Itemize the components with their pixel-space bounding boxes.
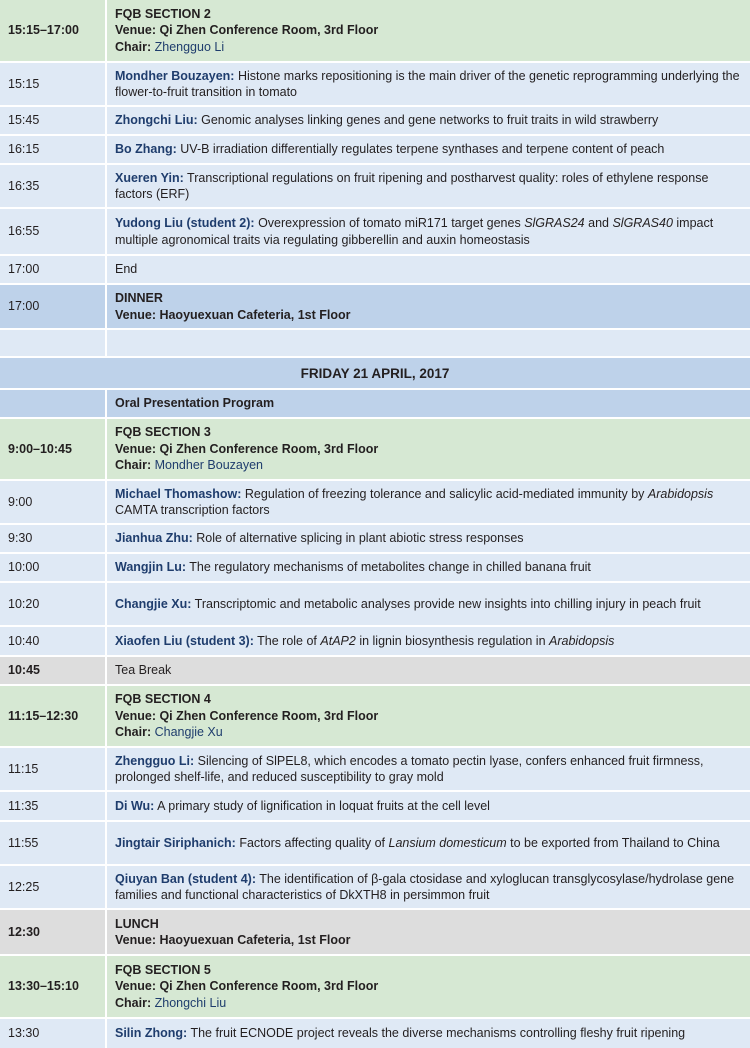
talk-cell	[107, 748, 750, 790]
time-cell: 11:15–12:30	[0, 686, 105, 746]
time-cell: 16:35	[0, 165, 105, 207]
meal-title: LUNCH	[115, 916, 159, 931]
speaker: Jingtair Siriphanich:	[115, 835, 236, 850]
time-cell: 10:20	[0, 583, 105, 625]
talk-cell: Michael Thomashow: Regulation of freezing tolerance and salicylic acid-mediated immunity by Arabidopsis CAMTA transcription factors	[107, 481, 750, 523]
end-row	[0, 256, 750, 283]
talk-row	[0, 627, 750, 655]
time-cell: 10:00	[0, 554, 105, 581]
talk-cell: Xiaofen Liu (student 3): The role of AtAP2 in lignin biosynthesis regulation in Arabidopsis	[107, 627, 750, 655]
speaker: Changjie Xu:	[115, 596, 192, 611]
talk-row	[0, 822, 750, 864]
chair-name: Zhongchi Liu	[154, 995, 227, 1010]
time-cell: 15:15	[0, 63, 105, 105]
venue: Venue: Qi Zhen Conference Room, 3rd Floor	[115, 23, 379, 38]
talk-row	[0, 107, 750, 134]
talk-title: Genomic analyses linking genes and gene networks to fruit traits in wild strawberry	[201, 113, 659, 128]
chair: Chair: Zhongchi Liu	[115, 995, 227, 1010]
meal-title: DINNER	[115, 291, 163, 305]
time-cell: 17:00	[0, 285, 105, 328]
spacer-row	[0, 330, 750, 356]
time-cell: 12:25	[0, 866, 105, 908]
venue: Venue: Haoyuexuan Cafeteria, 1st Floor	[115, 933, 351, 947]
talk-cell	[107, 136, 750, 163]
break-row	[0, 657, 750, 684]
venue: Venue: Qi Zhen Conference Room, 3rd Floor	[115, 708, 379, 723]
time-cell: 15:15–17:00	[0, 0, 105, 61]
talk-title: Transcriptional regulations on fruit ripening and postharvest quality: roles of ethylene response factors (ERF)	[115, 170, 709, 201]
program-label: Oral Presentation Program	[107, 390, 750, 417]
speaker: Xiaofen Liu (student 3):	[115, 633, 254, 648]
talk-title: The identification of β-gala ctosidase and xyloglucan transglycosylase/hydrolase gene families and functional characteristics of DkXTH8 in persimmon fruit	[115, 871, 735, 902]
venue: Venue: Qi Zhen Conference Room, 3rd Floor	[115, 441, 379, 456]
speaker: Bo Zhang:	[115, 142, 177, 157]
talk-row	[0, 1019, 750, 1048]
time-cell: 11:35	[0, 792, 105, 820]
talk-row	[0, 209, 750, 254]
talk-title: Transcriptomic and metabolic analyses provide new insights into chilling injury in peach fruit	[194, 596, 701, 611]
speaker: Qiuyan Ban (student 4):	[115, 871, 256, 886]
talk-title: Role of alternative splicing in plant abiotic stress responses	[196, 531, 524, 546]
time-cell: 13:30–15:10	[0, 956, 105, 1017]
chair: Chair: Zhengguo Li	[115, 39, 225, 54]
talk-row	[0, 866, 750, 908]
lunch-row	[0, 910, 750, 954]
speaker: Silin Zhong:	[115, 1026, 188, 1041]
talk-cell	[107, 63, 750, 105]
time-cell: 10:40	[0, 627, 105, 655]
speaker: Wangjin Lu:	[115, 560, 187, 575]
talk-cell	[107, 107, 750, 134]
dinner-row	[0, 285, 750, 328]
time-cell: 10:45	[0, 657, 105, 684]
section-title: FQB SECTION 3	[115, 425, 211, 440]
venue: Venue: Qi Zhen Conference Room, 3rd Floor	[115, 979, 379, 994]
section-title: FQB SECTION 2	[115, 6, 211, 21]
speaker: Di Wu:	[115, 798, 155, 813]
talk-title: UV-B irradiation differentially regulates terpene synthases and terpene content of peach	[180, 142, 665, 157]
time-cell: 9:00–10:45	[0, 419, 105, 479]
talk-cell	[107, 525, 750, 552]
chair-name: Zhengguo Li	[154, 39, 225, 54]
chair: Chair: Changjie Xu	[115, 725, 223, 740]
venue: Venue: Haoyuexuan Cafeteria, 1st Floor	[115, 307, 351, 322]
time-cell: 13:30	[0, 1019, 105, 1048]
section-cell	[107, 956, 750, 1017]
section-cell	[107, 0, 750, 61]
section-cell	[107, 419, 750, 479]
gene-name: SlGRAS40	[612, 216, 673, 230]
time-cell: 12:30	[0, 910, 105, 954]
speaker: Jianhua Zhu:	[115, 531, 193, 546]
chair-name: Changjie Xu	[154, 725, 223, 740]
speaker: Zhongchi Liu:	[115, 113, 198, 128]
talk-cell: Jingtair Siriphanich: Factors affecting quality of Lansium domesticum to be exported from Thailand to China	[107, 822, 750, 864]
speaker: Yudong Liu (student 2):	[115, 216, 255, 230]
talk-row	[0, 792, 750, 820]
time-cell: 16:55	[0, 209, 105, 254]
talk-row	[0, 136, 750, 163]
talk-title: The fruit ECNODE project reveals the diverse mechanisms controlling fleshy fruit ripening	[190, 1026, 686, 1041]
meal-cell	[107, 910, 750, 954]
time-cell: 15:45	[0, 107, 105, 134]
speaker: Michael Thomashow:	[115, 486, 242, 501]
end-label: End	[107, 256, 750, 283]
section-row	[0, 956, 750, 1017]
time-cell: 16:15	[0, 136, 105, 163]
section-cell	[107, 686, 750, 746]
day-title: FRIDAY 21 APRIL, 2017	[0, 358, 750, 388]
talk-cell	[107, 866, 750, 908]
talk-row	[0, 63, 750, 105]
time-cell: 11:15	[0, 748, 105, 790]
talk-title: Histone marks repositioning is the main driver of the genetic reprogramming underlying the flower-to-fruit transition in tomato	[115, 68, 740, 99]
talk-cell	[107, 583, 750, 625]
time-cell: 17:00	[0, 256, 105, 283]
section-title: FQB SECTION 5	[115, 962, 211, 977]
chair-name: Mondher Bouzayen	[154, 458, 264, 473]
talk-title: The regulatory mechanisms of metabolites change in chilled banana fruit	[189, 560, 591, 575]
speaker: Zhengguo Li:	[115, 753, 195, 768]
talk-title: A primary study of lignification in loquat fruits at the cell level	[157, 798, 490, 813]
meal-cell	[107, 285, 750, 328]
talk-cell	[107, 554, 750, 581]
break-label: Tea Break	[107, 657, 750, 684]
talk-row	[0, 583, 750, 625]
speaker: Mondher Bouzayen:	[115, 68, 235, 83]
day-header-row	[0, 358, 750, 388]
talk-row	[0, 481, 750, 523]
section-title: FQB SECTION 4	[115, 692, 211, 707]
gene-name: AtAP2	[320, 633, 356, 648]
talk-row	[0, 748, 750, 790]
talk-row	[0, 165, 750, 207]
section-row	[0, 0, 750, 61]
speaker: Xueren Yin:	[115, 170, 184, 185]
talk-title: Silencing of SlPEL8, which encodes a tomato pectin lyase, confers enhanced fruit firmness, prolonged shelf-life, and reduced susceptibility to gray mold	[115, 753, 704, 784]
time-cell: 11:55	[0, 822, 105, 864]
talk-cell	[107, 1019, 750, 1048]
talk-row	[0, 554, 750, 581]
program-row	[0, 390, 750, 417]
time-cell: 9:00	[0, 481, 105, 523]
gene-name: SlGRAS24	[524, 216, 585, 230]
talk-cell: Yudong Liu (student 2): Overexpression of tomato miR171 target genes SlGRAS24 and SlGRAS40 impact multiple agronomical traits via regulating gibberellin and auxin homeostasis	[107, 209, 750, 254]
section-row	[0, 686, 750, 746]
section-row	[0, 419, 750, 479]
time-cell: 9:30	[0, 525, 105, 552]
talk-cell	[107, 165, 750, 207]
talk-row	[0, 525, 750, 552]
chair: Chair: Mondher Bouzayen	[115, 458, 264, 473]
talk-cell	[107, 792, 750, 820]
